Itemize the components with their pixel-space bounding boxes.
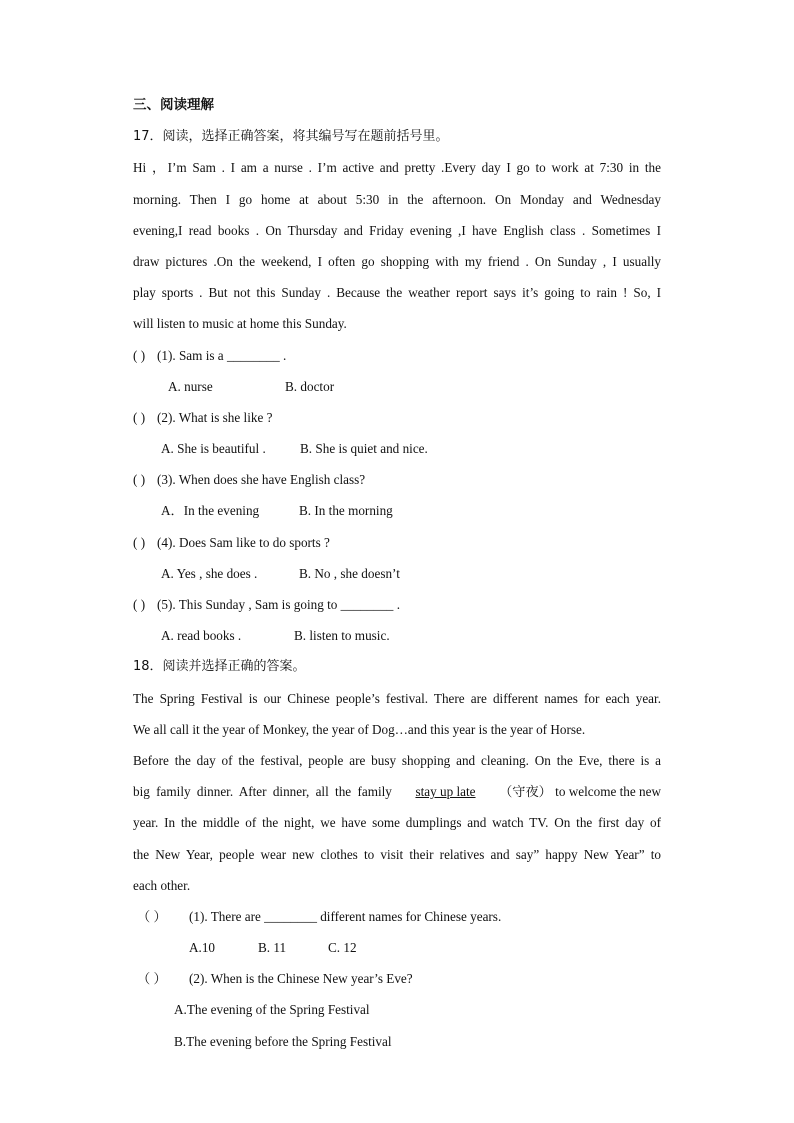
option-a[interactable]: A. Yes , she does . [161,565,258,581]
passage-line: morning. Then I go home at about 5:30 in the afternoon. On Monday and Wednesday [133,191,661,207]
passage-line: Before the day of the festival, people are busy shopping and cleaning. On the Eve, there is a [133,752,661,768]
answer-blank[interactable]: ( ) [133,597,146,612]
passage-line: draw pictures .On the weekend, I often go shopping with my friend . On Sunday , I usually [133,253,661,269]
question-text: (2). When is the Chinese New year’s Eve? [189,971,413,987]
answer-blank[interactable]: ( ) [133,534,146,550]
document-page [133,90,661,1057]
question-item [133,402,661,433]
passage-text: （守夜） to welcome the new [499,784,661,800]
question-item [133,901,661,932]
passage-line: each other. [133,877,191,893]
passage-line [133,776,661,807]
option-b[interactable]: B. In the morning [299,503,393,519]
option-b[interactable]: B. doctor [285,378,335,394]
question-item [133,340,661,371]
underlined-phrase: stay up late [415,784,476,800]
question-text: (5). This Sunday , Sam is going to ________ . [157,597,400,612]
option-b[interactable]: B. No , she doesn’t [299,565,400,581]
options-row [133,371,661,402]
option-a[interactable]: A.10 [189,940,216,956]
options-row [133,433,661,464]
passage-line: evening,I read books . On Thursday and Friday evening ,I have English class . Sometimes I [133,222,661,238]
passage-line: the New Year, people wear new clothes to visit their relatives and say” happy New Year” to [133,846,661,862]
q18-passage [133,683,661,901]
question-text: (2). What is she like ? [157,409,273,425]
question-text: (1). Sam is a ________ . [157,347,287,363]
option-a[interactable]: A．In the evening [161,503,260,519]
answer-blank[interactable]: （ ） [137,908,167,924]
passage-line: play sports . But not this Sunday . Because the weather report says it’s going to rain ! So, I [133,285,661,301]
options-row [133,558,661,589]
answer-blank[interactable]: ( ) [133,409,146,425]
q18-instruction: 18．阅读并选择正确的答案。 [133,659,306,675]
passage-line: will listen to music at home this Sunday. [133,316,347,332]
passage-line: Hi ，I’m Sam . I am a nurse . I’m active and pretty .Every day I go to work at 7:30 in the [133,160,661,176]
question-item [133,527,661,558]
question-item [133,464,661,495]
question-text: (1). There are ________ different names for Chinese years. [189,908,502,924]
question-text: (4). Does Sam like to do sports ? [157,534,330,550]
option-a[interactable]: A. She is beautiful . [161,441,266,457]
passage-text: big family dinner. After dinner, all the family [133,784,392,800]
options-row [133,620,661,651]
question-item [133,963,661,994]
section-title: 三、阅读理解 [133,97,214,113]
q17-passage [133,152,661,339]
answer-blank[interactable]: ( ) [133,472,146,488]
answer-blank[interactable]: （ ） [137,971,167,987]
question-text: (3). When does she have English class? [157,472,366,488]
passage-line: We all call it the year of Monkey, the year of Dog…and this year is the year of Horse. [133,721,586,737]
option-a[interactable]: A.The evening of the Spring Festival [174,1002,370,1018]
passage-line: The Spring Festival is our Chinese people’s festival. There are different names for each year. [133,690,661,706]
options-row [133,932,661,963]
option-b[interactable]: B.The evening before the Spring Festival [174,1033,392,1049]
option-b[interactable]: B. She is quiet and nice. [300,441,428,457]
question-item [133,589,661,620]
answer-blank[interactable]: ( ) [133,347,146,363]
option-a[interactable]: A. nurse [168,378,213,394]
option-b[interactable]: B. 11 [258,940,287,956]
option-a[interactable]: A. read books . [161,628,242,644]
passage-line: year. In the middle of the night, we have some dumplings and watch TV. On the first day of [133,815,661,831]
option-b[interactable]: B. listen to music. [294,628,390,644]
options-row [133,495,661,526]
q17-instruction: 17．阅读，选择正确答案，将其编号写在题前括号里。 [133,129,449,145]
option-c[interactable]: C. 12 [328,940,357,956]
